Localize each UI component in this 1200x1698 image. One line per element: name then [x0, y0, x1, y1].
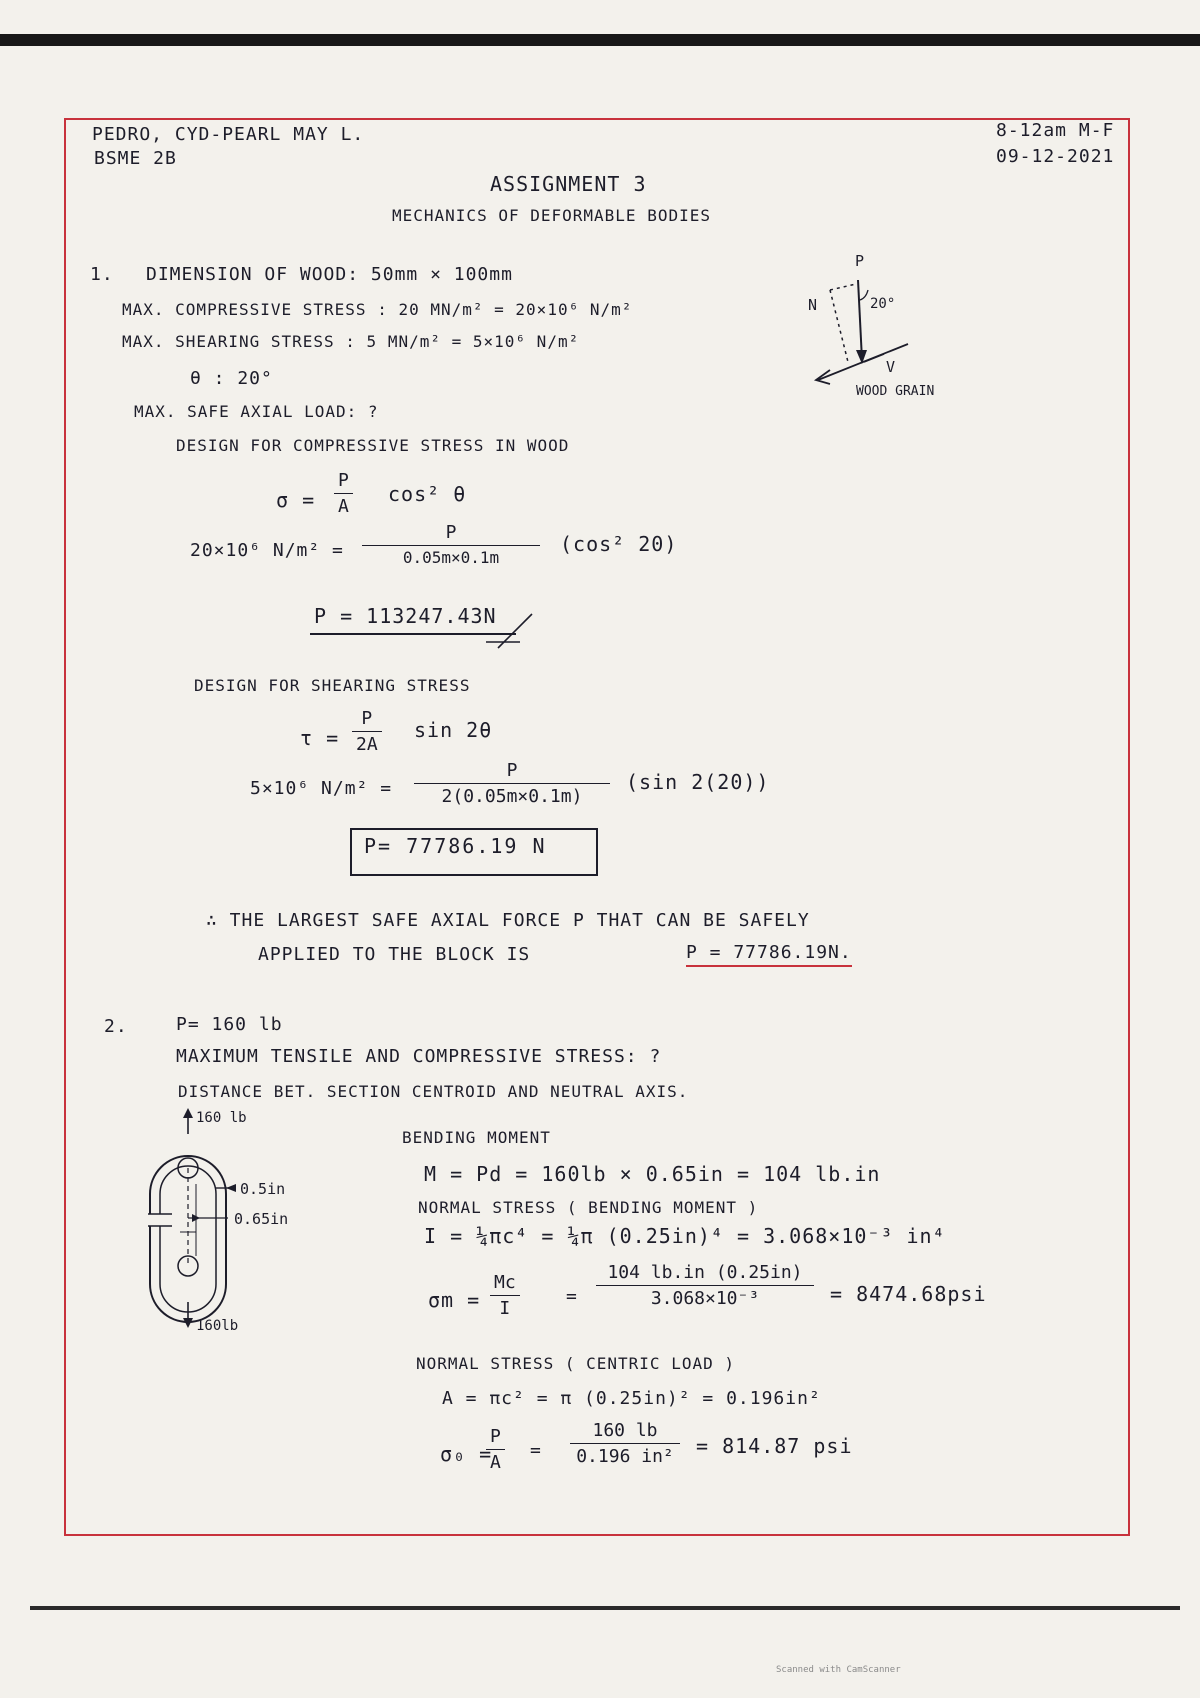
fraction-denominator: I: [490, 1295, 520, 1319]
chain-link-diagram: [140, 1106, 340, 1336]
link-bottom-load-label: 160lb: [196, 1318, 239, 1334]
fraction-numerator: P: [506, 760, 518, 781]
comp-result-underline: [306, 608, 546, 654]
shear-formula-rhs: sin 2θ: [414, 718, 493, 742]
fraction-numerator: P: [338, 470, 349, 491]
fraction-denominator: A: [334, 493, 353, 517]
link-top-load-label: 160 lb: [196, 1110, 247, 1126]
comp-formula-fraction: [334, 470, 353, 517]
fraction-denominator: A: [486, 1449, 505, 1473]
p2-given-load: P= 160 lb: [176, 1014, 283, 1035]
student-name: PEDRO, CYD-PEARL MAY L.: [92, 124, 365, 145]
comp-formula-lhs: σ =: [276, 488, 316, 512]
shear-sub-rhs: (sin 2(20)): [626, 770, 770, 794]
assignment-date: 09-12-2021: [996, 146, 1115, 167]
fraction-denominator: 2A: [352, 731, 382, 755]
p1-given-shearing: MAX. SHEARING STRESS : 5 MN/m² = 5×10⁶ N/m²: [122, 332, 580, 351]
class-schedule: 8-12am M-F: [996, 120, 1115, 141]
comp-sub-rhs: (cos² 20): [560, 532, 678, 556]
sigma-0-lhs: σ₀ =: [440, 1442, 493, 1466]
fraction-numerator: P: [490, 1426, 501, 1447]
shear-formula-lhs: τ =: [300, 726, 340, 750]
p2-find-stress: MAXIMUM TENSILE AND COMPRESSIVE STRESS: ?: [176, 1046, 662, 1067]
fraction-numerator: Mc: [494, 1272, 516, 1293]
wood-grain-diagram: [800, 250, 1000, 410]
sigma-m-fraction-1: [490, 1272, 520, 1319]
scan-edge-top: [0, 34, 1200, 46]
diagram-label-angle: 20°: [870, 296, 896, 312]
sigma-0-fraction-2: [570, 1420, 680, 1467]
comp-formula-rhs: cos² θ: [388, 482, 467, 506]
problem-2-number: 2.: [104, 1016, 128, 1037]
comp-result: P = 113247.43N: [314, 604, 497, 628]
fraction-denominator: 2(0.05m×0.1m): [414, 783, 610, 807]
problem-1-number: 1.: [90, 264, 114, 285]
student-course: BSME 2B: [94, 148, 177, 169]
p1-find: MAX. SAFE AXIAL LOAD: ?: [134, 402, 379, 421]
subject-title: MECHANICS OF DEFORMABLE BODIES: [392, 206, 711, 225]
comp-sub-lhs: 20×10⁶ N/m² =: [190, 540, 344, 561]
comp-sub-fraction: [362, 522, 540, 567]
diagram-label-p: P: [855, 252, 865, 270]
p2-area: A = πc² = π (0.25in)² = 0.196in²: [442, 1388, 821, 1409]
sigma-m-equals: =: [566, 1286, 578, 1307]
fraction-numerator: 104 lb.in (0.25in): [607, 1262, 803, 1283]
fraction-numerator: P: [361, 708, 373, 729]
shear-result-box: [350, 828, 598, 876]
p1-given-dimension: DIMENSION OF WOOD: 50mm × 100mm: [146, 264, 513, 285]
fraction-denominator: 0.05m×0.1m: [362, 545, 540, 567]
shear-formula-fraction: [352, 708, 382, 755]
link-dim-label-b: 0.65in: [234, 1210, 289, 1228]
p1-shear-heading: DESIGN FOR SHEARING STRESS: [194, 676, 471, 695]
p1-compressive-heading: DESIGN FOR COMPRESSIVE STRESS IN WOOD: [176, 436, 570, 455]
p2-centric-heading: NORMAL STRESS ( CENTRIC LOAD ): [416, 1354, 735, 1373]
p2-find-distance: DISTANCE BET. SECTION CENTROID AND NEUTRAL AXIS.: [178, 1082, 689, 1101]
p2-normal-bending-heading: NORMAL STRESS ( BENDING MOMENT ): [418, 1198, 759, 1217]
fraction-numerator: P: [445, 522, 457, 543]
assignment-title: ASSIGNMENT 3: [490, 172, 647, 196]
sigma-0-equals: =: [530, 1440, 542, 1461]
fraction-numerator: 160 lb: [592, 1420, 658, 1441]
scan-edge-bottom: [30, 1606, 1180, 1610]
p1-given-compressive: MAX. COMPRESSIVE STRESS : 20 MN/m² = 20×10⁶ N/m²: [122, 300, 633, 319]
p2-bending-moment: M = Pd = 160lb × 0.65in = 104 lb.in: [424, 1162, 881, 1186]
p1-conclusion-line-1: ∴ THE LARGEST SAFE AXIAL FORCE P THAT CAN BE SAFELY: [206, 910, 810, 931]
scanner-watermark: Scanned with CamScanner: [776, 1665, 901, 1675]
diagram-label-v: V: [886, 358, 896, 376]
p2-bending-heading: BENDING MOMENT: [402, 1128, 551, 1147]
p1-final-answer: [686, 942, 852, 963]
sigma-0-result: = 814.87 psi: [696, 1434, 853, 1458]
p1-conclusion-line-2: APPLIED TO THE BLOCK IS: [258, 944, 531, 965]
sigma-m-result: = 8474.68psi: [830, 1282, 987, 1306]
sigma-0-fraction-1: [486, 1426, 505, 1473]
shear-sub-fraction: [414, 760, 610, 807]
fraction-denominator: 0.196 in²: [570, 1443, 680, 1467]
sigma-m-fraction-2: [596, 1262, 814, 1309]
shear-result: P= 77786.19 N: [364, 834, 547, 858]
fraction-denominator: 3.068×10⁻³: [596, 1285, 814, 1309]
sigma-m-lhs: σm =: [428, 1288, 481, 1312]
p1-given-theta: θ : 20°: [190, 368, 273, 389]
diagram-label-n: N: [808, 296, 818, 314]
diagram-label-wood-grain: WOOD GRAIN: [856, 384, 935, 399]
final-answer-value: P = 77786.19N.: [686, 942, 852, 967]
p2-moment-of-inertia: I = ¼πc⁴ = ¼π (0.25in)⁴ = 3.068×10⁻³ in⁴: [424, 1224, 946, 1248]
link-dim-label-a: 0.5in: [240, 1180, 286, 1198]
shear-sub-lhs: 5×10⁶ N/m² =: [250, 778, 393, 799]
